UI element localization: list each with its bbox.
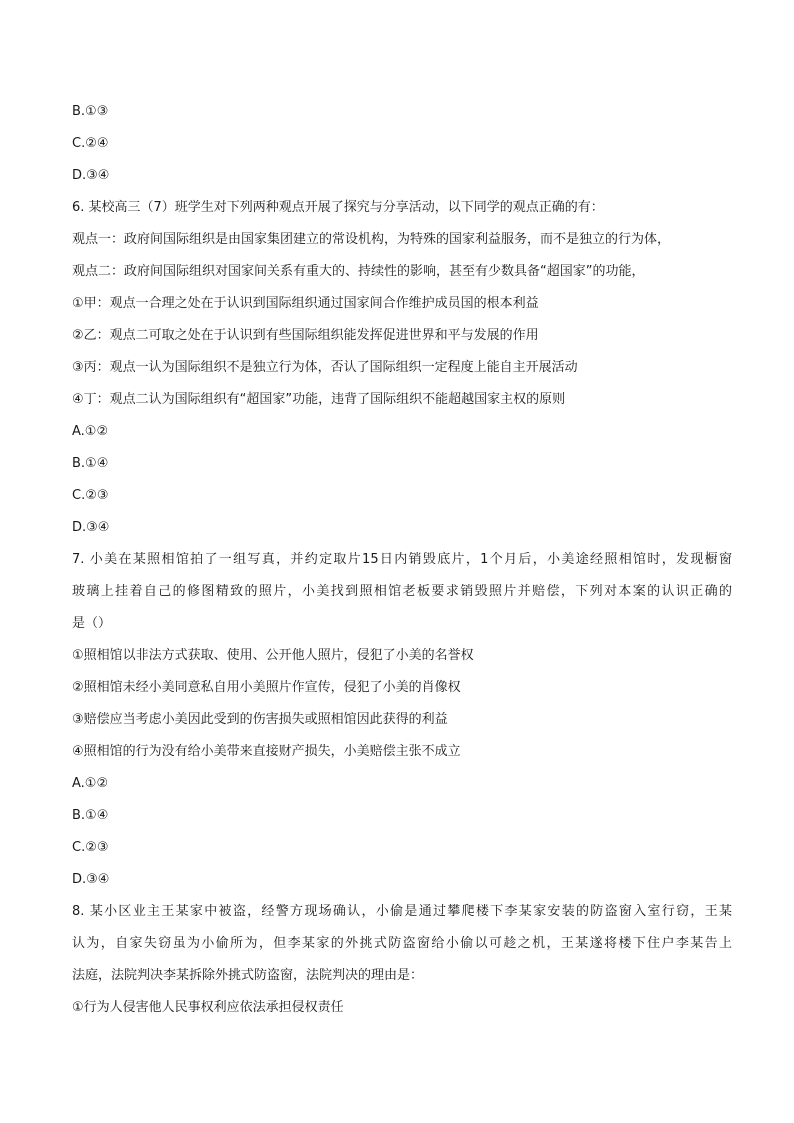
option-b: B.①③ <box>72 104 109 119</box>
question-8-stem-line-1: 8. 某小区业主王某家中被盗，经警方现场确认，小偷是通过攀爬楼下李某家安装的防盗窗入室行窃，王某 <box>72 904 732 919</box>
option-c: C.②④ <box>72 136 109 151</box>
question-8-stem-line-2: 认为，自家失窃虽为小偷所为，但李某家的外挑式防盗窗给小偷以可趁之机，王某遂将楼下住户李某告上 <box>72 936 732 951</box>
question-6-viewpoint-2: 观点二：政府间国际组织对国家间关系有重大的、持续性的影响，甚至有少数具备“超国家”的功能， <box>72 264 645 279</box>
question-7-option-c: C.②③ <box>72 840 109 855</box>
question-6-stem: 6. 某校高三（7）班学生对下列两种观点开展了探究与分享活动，以下同学的观点正确的有： <box>72 200 604 215</box>
question-6-statement-1: ①甲：观点一合理之处在于认识到国际组织通过国家间合作维护成员国的根本利益 <box>72 296 539 311</box>
question-6-viewpoint-1: 观点一：政府间国际组织是由国家集团建立的常设机构，为特殊的国家利益服务，而不是独立的行为体， <box>72 232 671 247</box>
question-8-stem-line-3: 法庭，法院判决李某拆除外挑式防盗窗，法院判决的理由是： <box>72 968 424 983</box>
question-6-option-d: D.③④ <box>72 520 110 535</box>
question-7-option-b: B.①④ <box>72 808 109 823</box>
question-7-statement-2: ②照相馆未经小美同意私自用小美照片作宣传，侵犯了小美的肖像权 <box>72 680 461 695</box>
question-7-stem-line-1: 7. 小美在某照相馆拍了一组写真，并约定取片15日内销毁底片，1个月后，小美途经照相馆时，发现橱窗 <box>72 552 732 567</box>
question-7-option-a: A.①② <box>72 776 109 791</box>
question-6-option-a: A.①② <box>72 424 109 439</box>
question-7-statement-1: ①照相馆以非法方式获取、使用、公开他人照片，侵犯了小美的名誉权 <box>72 648 474 663</box>
question-8-statement-1: ①行为人侵害他人民事权利应依法承担侵权责任 <box>72 1000 344 1015</box>
question-6-option-c: C.②③ <box>72 488 109 503</box>
option-d: D.③④ <box>72 168 110 183</box>
question-6-statement-4: ④丁：观点二认为国际组织有“超国家”功能，违背了国际组织不能超越国家主权的原则 <box>72 392 566 407</box>
question-7-statement-3: ③赔偿应当考虑小美因此受到的伤害损失或照相馆因此获得的利益 <box>72 712 448 727</box>
question-6-option-b: B.①④ <box>72 456 109 471</box>
question-7-statement-4: ④照相馆的行为没有给小美带来直接财产损失，小美赔偿主张不成立 <box>72 744 461 759</box>
question-7-stem-line-3: 是（） <box>72 616 112 631</box>
question-7-stem-line-2: 玻璃上挂着自己的修图精致的照片，小美找到照相馆老板要求销毁照片并赔偿，下列对本案的认识正确的 <box>72 584 732 599</box>
question-7-option-d: D.③④ <box>72 872 110 887</box>
question-6-statement-3: ③丙：观点一认为国际组织不是独立行为体，否认了国际组织一定程度上能自主开展活动 <box>72 360 578 375</box>
question-6-statement-2: ②乙：观点二可取之处在于认识到有些国际组织能发挥促进世界和平与发展的作用 <box>72 328 539 343</box>
